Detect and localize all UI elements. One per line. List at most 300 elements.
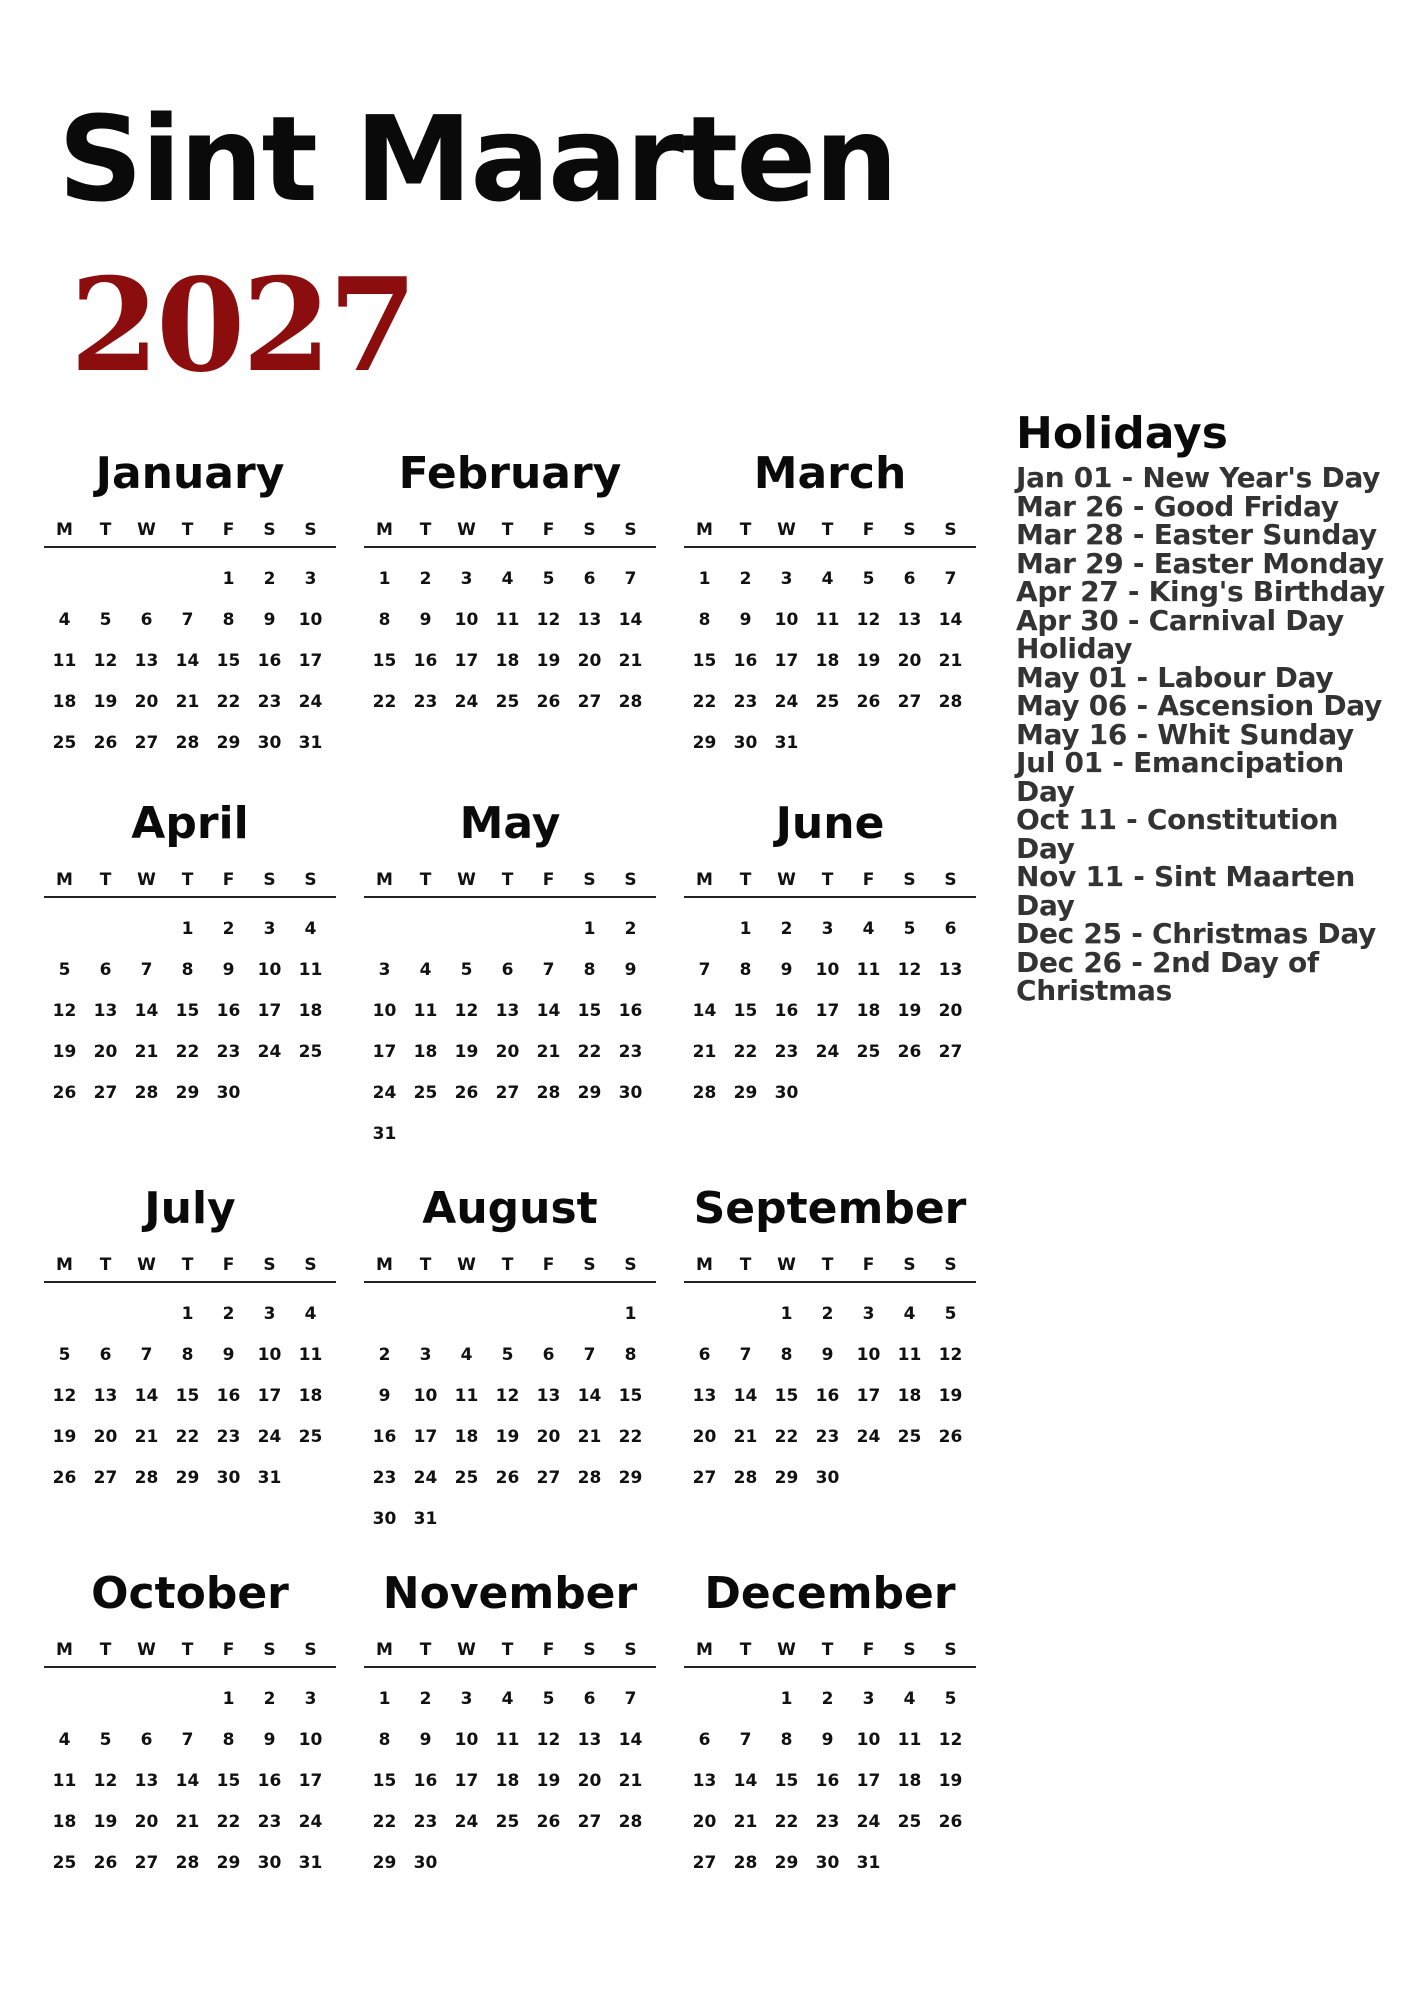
day-cell: 17 — [856, 1385, 881, 1406]
day-cell: 20 — [134, 1811, 159, 1832]
weekday-label: T — [181, 870, 194, 890]
day-cell: 3 — [862, 1303, 875, 1324]
day-cell: 6 — [583, 1688, 596, 1709]
day-cell: 26 — [938, 1426, 963, 1447]
weekday-label: W — [137, 1255, 156, 1275]
day-cell: 19 — [495, 1426, 520, 1447]
day-cell: 10 — [413, 1385, 438, 1406]
day-cell: 24 — [257, 1041, 282, 1062]
weekday-label: T — [181, 1640, 194, 1660]
day-cell: 27 — [134, 732, 159, 753]
day-cell: 6 — [698, 1729, 711, 1750]
day-grid — [44, 908, 336, 1113]
day-cell: 6 — [140, 1729, 153, 1750]
day-cell: 24 — [413, 1467, 438, 1488]
weekday-label: F — [862, 1640, 875, 1660]
weekday-label: T — [739, 1640, 752, 1660]
day-cell: 1 — [780, 1303, 793, 1324]
day-cell: 9 — [821, 1344, 834, 1365]
day-cell: 20 — [577, 650, 602, 671]
day-cell: 2 — [222, 918, 235, 939]
month-name: March — [753, 448, 907, 499]
day-cell: 12 — [52, 1385, 77, 1406]
day-cell: 14 — [134, 1000, 159, 1021]
day-cell: 3 — [460, 568, 473, 589]
day-cell: 22 — [774, 1811, 799, 1832]
day-cell: 9 — [222, 959, 235, 980]
day-cell: 10 — [257, 959, 282, 980]
weekday-label: F — [222, 520, 235, 540]
weekday-label: M — [376, 1640, 393, 1660]
day-cell: 23 — [733, 691, 758, 712]
day-cell: 14 — [536, 1000, 561, 1021]
day-cell: 3 — [460, 1688, 473, 1709]
day-cell: 25 — [897, 1426, 922, 1447]
day-cell: 21 — [618, 1770, 643, 1791]
day-cell: 23 — [216, 1041, 241, 1062]
day-cell: 31 — [257, 1467, 282, 1488]
day-cell: 25 — [52, 732, 77, 753]
day-cell: 28 — [134, 1082, 159, 1103]
day-cell: 2 — [222, 1303, 235, 1324]
day-cell: 11 — [897, 1729, 922, 1750]
weekday-label: W — [457, 520, 476, 540]
day-cell: 6 — [698, 1344, 711, 1365]
day-cell: 14 — [175, 1770, 200, 1791]
weekday-label: M — [696, 870, 713, 890]
day-cell: 16 — [815, 1770, 840, 1791]
day-cell: 6 — [99, 1344, 112, 1365]
holiday-item: Mar 28 - Easter Sunday — [1016, 518, 1377, 551]
day-cell: 13 — [134, 1770, 159, 1791]
day-cell: 4 — [58, 609, 71, 630]
day-cell: 23 — [257, 1811, 282, 1832]
weekday-label: W — [777, 1255, 796, 1275]
day-cell: 24 — [774, 691, 799, 712]
day-cell: 10 — [454, 609, 479, 630]
month-name: April — [131, 798, 249, 849]
day-cell: 6 — [501, 959, 514, 980]
day-cell: 26 — [536, 691, 561, 712]
day-cell: 15 — [175, 1000, 200, 1021]
day-cell: 14 — [175, 650, 200, 671]
day-cell: 21 — [134, 1426, 159, 1447]
day-cell: 8 — [583, 959, 596, 980]
holiday-item: Dec 26 - 2nd Day of Christmas — [1016, 945, 1319, 1007]
day-grid — [364, 1293, 656, 1539]
year-label: 2027 — [70, 251, 415, 401]
weekday-label: S — [903, 1255, 916, 1275]
weekday-label: F — [542, 520, 555, 540]
day-cell: 10 — [856, 1729, 881, 1750]
day-cell: 28 — [175, 1852, 200, 1873]
weekday-label: S — [304, 1640, 317, 1660]
day-cell: 17 — [815, 1000, 840, 1021]
day-cell: 26 — [495, 1467, 520, 1488]
day-cell: 16 — [774, 1000, 799, 1021]
day-cell: 24 — [454, 1811, 479, 1832]
day-cell: 23 — [815, 1811, 840, 1832]
month-name: September — [693, 1183, 967, 1234]
weekday-label: S — [624, 870, 637, 890]
day-cell: 30 — [257, 1852, 282, 1873]
day-cell: 11 — [298, 959, 323, 980]
month-april — [40, 798, 360, 1183]
weekday-label: T — [821, 520, 834, 540]
holiday-item: Nov 11 - Sint Maarten Day — [1016, 860, 1356, 922]
day-cell: 1 — [222, 568, 235, 589]
day-cell: 18 — [495, 1770, 520, 1791]
day-cell: 9 — [419, 1729, 432, 1750]
day-cell: 12 — [454, 1000, 479, 1021]
holiday-item: May 16 - Whit Sunday — [1016, 717, 1354, 751]
weekday-label: T — [419, 1640, 432, 1660]
day-grid — [684, 908, 976, 1113]
day-cell: 28 — [577, 1467, 602, 1488]
month-march — [680, 448, 1000, 798]
weekday-label: M — [376, 1255, 393, 1275]
day-cell: 24 — [815, 1041, 840, 1062]
day-cell: 12 — [52, 1000, 77, 1021]
day-cell: 27 — [938, 1041, 963, 1062]
day-cell: 1 — [780, 1688, 793, 1709]
day-cell: 14 — [577, 1385, 602, 1406]
day-cell: 19 — [897, 1000, 922, 1021]
day-cell: 18 — [815, 650, 840, 671]
day-cell: 6 — [583, 568, 596, 589]
day-cell: 31 — [372, 1123, 397, 1144]
day-cell: 8 — [181, 1344, 194, 1365]
weekday-label: S — [903, 520, 916, 540]
day-cell: 22 — [733, 1041, 758, 1062]
weekday-label: F — [542, 870, 555, 890]
weekday-label: W — [457, 870, 476, 890]
day-cell: 11 — [413, 1000, 438, 1021]
day-cell: 27 — [93, 1082, 118, 1103]
day-cell: 25 — [495, 691, 520, 712]
day-grid — [364, 1678, 656, 1883]
day-cell: 23 — [774, 1041, 799, 1062]
month-name: July — [144, 1183, 236, 1234]
day-cell: 25 — [897, 1811, 922, 1832]
day-cell: 14 — [938, 609, 963, 630]
weekday-label: F — [222, 870, 235, 890]
day-cell: 21 — [175, 1811, 200, 1832]
month-november — [360, 1568, 680, 1918]
day-cell: 29 — [175, 1467, 200, 1488]
day-cell: 1 — [624, 1303, 637, 1324]
weekday-label: S — [944, 1640, 957, 1660]
day-cell: 20 — [93, 1041, 118, 1062]
day-cell: 12 — [93, 650, 118, 671]
day-cell: 1 — [181, 918, 194, 939]
day-cell: 28 — [134, 1467, 159, 1488]
day-cell: 10 — [298, 609, 323, 630]
day-cell: 30 — [774, 1082, 799, 1103]
day-grid — [44, 1293, 336, 1498]
day-cell: 13 — [93, 1000, 118, 1021]
day-cell: 13 — [938, 959, 963, 980]
day-cell: 22 — [692, 691, 717, 712]
weekday-label: S — [624, 1640, 637, 1660]
day-cell: 3 — [780, 568, 793, 589]
day-cell: 4 — [304, 1303, 317, 1324]
day-cell: 12 — [856, 609, 881, 630]
day-cell: 18 — [897, 1385, 922, 1406]
day-cell: 20 — [692, 1426, 717, 1447]
day-cell: 13 — [577, 609, 602, 630]
day-cell: 18 — [52, 1811, 77, 1832]
day-cell: 9 — [780, 959, 793, 980]
weekday-label: S — [263, 520, 276, 540]
weekday-header — [364, 1640, 656, 1668]
day-cell: 26 — [52, 1467, 77, 1488]
weekday-label: S — [583, 1640, 596, 1660]
day-cell: 6 — [99, 959, 112, 980]
weekday-label: M — [56, 870, 73, 890]
weekday-label: T — [99, 1640, 112, 1660]
weekday-header — [684, 870, 976, 898]
day-cell: 25 — [454, 1467, 479, 1488]
day-cell: 21 — [175, 691, 200, 712]
weekday-label: T — [181, 520, 194, 540]
weekday-label: T — [181, 1255, 194, 1275]
weekday-label: S — [624, 1255, 637, 1275]
day-cell: 15 — [733, 1000, 758, 1021]
month-july — [40, 1183, 360, 1568]
day-cell: 29 — [774, 1852, 799, 1873]
weekday-label: F — [862, 870, 875, 890]
day-cell: 24 — [856, 1811, 881, 1832]
holiday-item: May 06 - Ascension Day — [1016, 689, 1382, 722]
weekday-label: T — [739, 870, 752, 890]
day-cell: 20 — [938, 1000, 963, 1021]
day-cell: 9 — [821, 1729, 834, 1750]
day-cell: 17 — [257, 1000, 282, 1021]
day-cell: 31 — [774, 732, 799, 753]
weekday-label: S — [903, 870, 916, 890]
weekday-label: T — [739, 520, 752, 540]
day-cell: 6 — [542, 1344, 555, 1365]
day-cell: 16 — [216, 1385, 241, 1406]
day-cell: 24 — [257, 1426, 282, 1447]
day-cell: 9 — [263, 1729, 276, 1750]
weekday-label: S — [263, 870, 276, 890]
day-cell: 30 — [257, 732, 282, 753]
day-cell: 5 — [944, 1303, 957, 1324]
weekday-label: W — [777, 870, 796, 890]
day-cell: 25 — [495, 1811, 520, 1832]
day-cell: 14 — [733, 1385, 758, 1406]
weekday-label: S — [624, 520, 637, 540]
day-cell: 5 — [944, 1688, 957, 1709]
day-cell: 29 — [175, 1082, 200, 1103]
day-cell: 30 — [815, 1467, 840, 1488]
day-cell: 20 — [495, 1041, 520, 1062]
day-cell: 22 — [216, 1811, 241, 1832]
day-cell: 19 — [52, 1426, 77, 1447]
day-cell: 7 — [739, 1344, 752, 1365]
holiday-item: Apr 27 - King's Birthday — [1016, 575, 1385, 608]
day-cell: 15 — [692, 650, 717, 671]
day-cell: 27 — [692, 1467, 717, 1488]
weekday-header — [44, 1640, 336, 1668]
holiday-item: Mar 26 - Good Friday — [1016, 489, 1339, 523]
day-cell: 19 — [938, 1385, 963, 1406]
weekday-label: M — [56, 1640, 73, 1660]
weekday-label: S — [263, 1640, 276, 1660]
day-cell: 8 — [378, 609, 391, 630]
day-cell: 13 — [536, 1385, 561, 1406]
day-cell: 3 — [304, 568, 317, 589]
weekday-header — [684, 520, 976, 548]
month-name: January — [95, 448, 285, 499]
day-cell: 15 — [618, 1385, 643, 1406]
day-cell: 10 — [372, 1000, 397, 1021]
day-cell: 8 — [780, 1344, 793, 1365]
weekday-header — [44, 1255, 336, 1283]
day-cell: 15 — [175, 1385, 200, 1406]
weekday-label: F — [542, 1640, 555, 1660]
weekday-label: F — [542, 1255, 555, 1275]
day-cell: 4 — [58, 1729, 71, 1750]
day-cell: 29 — [774, 1467, 799, 1488]
day-cell: 5 — [58, 959, 71, 980]
day-cell: 2 — [821, 1303, 834, 1324]
day-grid — [684, 1678, 976, 1883]
day-cell: 8 — [780, 1729, 793, 1750]
day-cell: 7 — [624, 1688, 637, 1709]
day-cell: 18 — [298, 1385, 323, 1406]
day-cell: 28 — [618, 1811, 643, 1832]
holiday-item: Oct 11 - Constitution Day — [1016, 803, 1339, 865]
day-grid — [44, 1678, 336, 1883]
day-grid — [684, 558, 976, 763]
day-cell: 20 — [536, 1426, 561, 1447]
day-cell: 19 — [52, 1041, 77, 1062]
day-cell: 1 — [378, 568, 391, 589]
day-cell: 15 — [372, 1770, 397, 1791]
weekday-label: W — [137, 870, 156, 890]
day-cell: 3 — [378, 959, 391, 980]
day-cell: 16 — [618, 1000, 643, 1021]
month-name: August — [422, 1183, 598, 1234]
weekday-label: F — [862, 1255, 875, 1275]
weekday-label: T — [99, 1255, 112, 1275]
day-cell: 12 — [938, 1344, 963, 1365]
holiday-item: Mar 29 - Easter Monday — [1016, 546, 1384, 580]
day-cell: 16 — [257, 1770, 282, 1791]
day-cell: 11 — [298, 1344, 323, 1365]
day-cell: 27 — [897, 691, 922, 712]
day-cell: 22 — [175, 1041, 200, 1062]
day-cell: 30 — [372, 1508, 397, 1529]
weekday-label: T — [821, 870, 834, 890]
day-grid — [44, 558, 336, 763]
day-cell: 3 — [419, 1344, 432, 1365]
holiday-item: Jan 01 - New Year's Day — [1016, 461, 1381, 494]
day-cell: 23 — [815, 1426, 840, 1447]
weekday-label: S — [944, 1255, 957, 1275]
month-february — [360, 448, 680, 798]
weekday-header — [684, 1640, 976, 1668]
weekday-label: F — [862, 520, 875, 540]
day-cell: 20 — [897, 650, 922, 671]
day-cell: 17 — [454, 1770, 479, 1791]
weekday-label: S — [944, 520, 957, 540]
weekday-label: W — [137, 1640, 156, 1660]
weekday-label: M — [376, 870, 393, 890]
weekday-header — [364, 520, 656, 548]
day-cell: 7 — [140, 1344, 153, 1365]
month-january — [40, 448, 360, 798]
day-cell: 10 — [856, 1344, 881, 1365]
day-cell: 4 — [501, 1688, 514, 1709]
day-cell: 7 — [542, 959, 555, 980]
day-cell: 28 — [733, 1852, 758, 1873]
day-cell: 30 — [815, 1852, 840, 1873]
weekday-label: S — [263, 1255, 276, 1275]
day-cell: 23 — [257, 691, 282, 712]
day-cell: 26 — [536, 1811, 561, 1832]
day-cell: 25 — [856, 1041, 881, 1062]
day-cell: 27 — [536, 1467, 561, 1488]
day-cell: 26 — [454, 1082, 479, 1103]
month-name: October — [91, 1568, 289, 1619]
day-cell: 16 — [413, 1770, 438, 1791]
day-cell: 24 — [298, 1811, 323, 1832]
day-cell: 8 — [181, 959, 194, 980]
day-cell: 25 — [413, 1082, 438, 1103]
day-cell: 13 — [692, 1770, 717, 1791]
day-cell: 17 — [372, 1041, 397, 1062]
day-cell: 17 — [856, 1770, 881, 1791]
day-cell: 23 — [413, 691, 438, 712]
day-cell: 28 — [175, 732, 200, 753]
weekday-label: T — [501, 870, 514, 890]
holiday-item: Jul 01 - Emancipation Day — [1016, 746, 1344, 808]
day-cell: 16 — [413, 650, 438, 671]
day-cell: 21 — [733, 1426, 758, 1447]
day-cell: 12 — [536, 609, 561, 630]
day-cell: 30 — [618, 1082, 643, 1103]
day-cell: 29 — [372, 1852, 397, 1873]
weekday-header — [364, 1255, 656, 1283]
day-cell: 13 — [495, 1000, 520, 1021]
day-cell: 17 — [298, 1770, 323, 1791]
day-cell: 21 — [618, 650, 643, 671]
day-cell: 7 — [739, 1729, 752, 1750]
weekday-label: F — [222, 1255, 235, 1275]
day-cell: 19 — [536, 650, 561, 671]
day-cell: 8 — [739, 959, 752, 980]
weekday-label: M — [696, 1255, 713, 1275]
day-cell: 9 — [378, 1385, 391, 1406]
day-cell: 13 — [134, 650, 159, 671]
day-cell: 9 — [222, 1344, 235, 1365]
day-cell: 22 — [216, 691, 241, 712]
day-cell: 15 — [216, 1770, 241, 1791]
weekday-label: M — [376, 520, 393, 540]
weekday-label: T — [821, 1640, 834, 1660]
month-october — [40, 1568, 360, 1918]
day-cell: 4 — [903, 1688, 916, 1709]
day-cell: 28 — [733, 1467, 758, 1488]
day-cell: 23 — [618, 1041, 643, 1062]
day-cell: 29 — [216, 1852, 241, 1873]
day-cell: 5 — [862, 568, 875, 589]
month-may — [360, 798, 680, 1183]
